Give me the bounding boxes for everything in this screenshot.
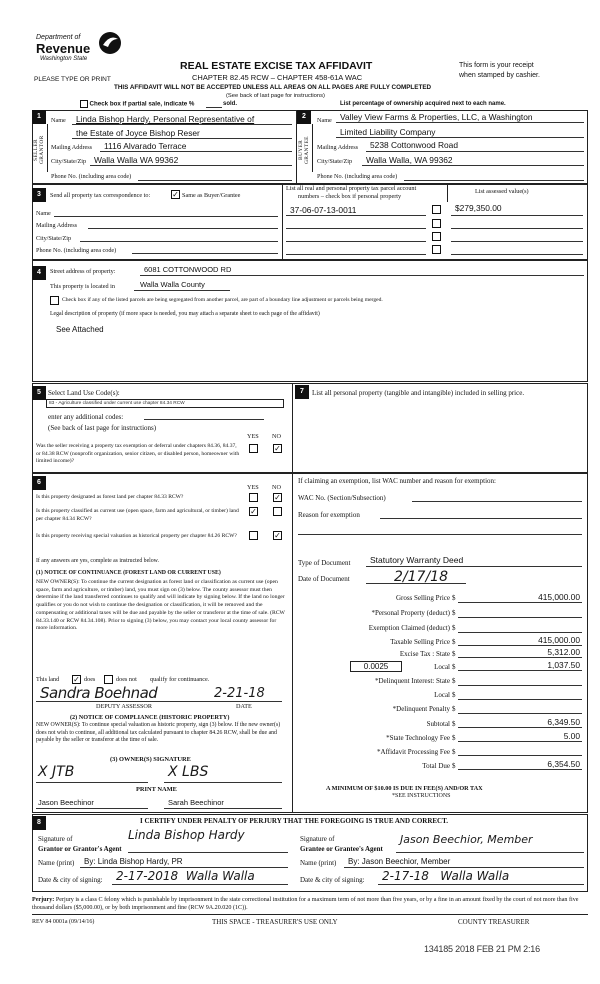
print-name-label: PRINT NAME — [136, 786, 177, 793]
list-personal-property: List all personal property (tangible and intangible) included in selling price. — [312, 389, 525, 397]
s3-mailing-label: Mailing Address — [36, 222, 78, 229]
buyer-phone-label: Phone No. (including area code) — [317, 173, 398, 180]
this-land-label: This land — [36, 676, 60, 683]
section-6-badge: 6 — [32, 476, 46, 490]
s3-city-line[interactable] — [80, 241, 278, 242]
grantee-date-city[interactable]: 2-17-18 Walla Walla — [382, 869, 510, 883]
parcel-header-2: numbers – check box if personal property — [298, 193, 402, 200]
assessor-date: 2-21-18 — [214, 686, 265, 701]
assessed-value[interactable]: $279,350.00 — [455, 203, 502, 213]
section-2-badge: 2 — [297, 110, 311, 124]
see-instructions-note: *SEE INSTRUCTIONS — [392, 793, 451, 799]
grantee-sig-label-1: Signature of — [300, 835, 335, 843]
notice1-title: (1) NOTICE OF CONTINUANCE (FOREST LAND OR CURRENT USE) — [36, 570, 221, 576]
certify-text: I CERTIFY UNDER PENALTY OF PERJURY THAT THE FOREGOING IS TRUE AND CORRECT. — [140, 817, 449, 825]
buyer-city-value[interactable]: Walla Walla, WA 99362 — [366, 155, 453, 165]
land-use-value: 83 - Agriculture classified under current use chapter 84.34 RCW — [49, 401, 185, 406]
assessed-line-4[interactable] — [451, 254, 583, 255]
receipt-note-2: when stamped by cashier. — [459, 72, 540, 79]
notice2-body: NEW OWNER(S): To continue special valuation as historic property, sign (3) below. If the new owner(s) does not wish to continue, all additional tax calculated pursuant to chapter 84.26 RCW, shall be due and payable by the seller or transferor at the time of sale. — [36, 722, 281, 744]
dor-swoosh-icon — [96, 30, 124, 56]
buyer-name2-line — [336, 137, 584, 138]
revenue-text: Revenue — [36, 41, 91, 56]
calc-line-delinq-local — [458, 699, 582, 700]
print-name-1[interactable]: Jason Beechinor — [38, 798, 94, 807]
calc-value-subtotal[interactable]: 6,349.50 — [547, 717, 580, 727]
seller-v-divider — [47, 124, 48, 172]
calc-line-gross — [458, 602, 582, 603]
receipt-note-1: This form is your receipt — [459, 62, 534, 69]
historic-yes-checkbox[interactable] — [249, 531, 258, 540]
owner-signature-1: X JTB — [38, 764, 75, 780]
seller-city-label: City/State/Zip — [51, 158, 87, 165]
street-line — [140, 275, 584, 276]
s6-no: NO — [272, 484, 281, 491]
owner-sig-title: (3) OWNER(S) SIGNATURE — [110, 756, 191, 763]
recording-stamp: 134185 2018 FEB 21 PM 2:16 — [424, 944, 540, 954]
reason-line-2[interactable] — [298, 534, 582, 535]
parcel-checkbox-3[interactable] — [432, 232, 441, 241]
grantee-date-line — [378, 884, 584, 885]
exemption-no-checkbox[interactable]: ✓ — [274, 444, 281, 453]
reason-line[interactable] — [380, 518, 582, 519]
print-line-1 — [36, 808, 148, 809]
owner-signature-2: X LBS — [168, 764, 209, 780]
print-name-2[interactable]: Sarah Beechinor — [168, 798, 224, 807]
assessed-header: List assessed value(s) — [475, 188, 529, 195]
legal-label: Legal description of property (if more space is needed, you may attach a separate sheet to each page of the affidavit) — [50, 311, 320, 317]
parcel-header-1: List all real and personal property tax parcel account — [286, 185, 417, 192]
form-warning: THIS AFFIDAVIT WILL NOT BE ACCEPTED UNLESS ALL AREAS ON ALL PAGES ARE FULLY COMPLETED — [114, 84, 432, 91]
notice1-body: NEW OWNER(S): To continue the current designation as forest land or classification as current use (open space, farm and agriculture, or timber) land, you must sign on (3) below. The county assessor must then determine if the land transferred continues to qualify and will indicate by signing below. If the land no longer qualifies or you do not wish to continue the designation or classification, it will be removed and the compensating or additional taxes will be due and payable by the seller or transferor at the time of sale. (RCW 84.33.140 or RCW 84.34.108). Prior to signing (3) below, you may contact your local county assessor for more information. — [36, 579, 285, 632]
seller-city-value[interactable]: Walla Walla WA 99362 — [94, 155, 179, 165]
same-as-buyer-checkbox[interactable]: ✓ — [172, 190, 179, 199]
qualify-label: qualify for continuance. — [150, 676, 210, 683]
calc-dollar-subtotal: $ — [452, 720, 456, 728]
grantor-sig-label-2: Grantor or Grantor's Agent — [38, 845, 122, 853]
section-4-badge: 4 — [32, 266, 46, 280]
s3-mailing-line[interactable] — [88, 228, 278, 229]
street-label: Street address of property: — [50, 268, 116, 275]
s6-yes: YES — [247, 484, 259, 491]
dor-logo — [36, 30, 126, 68]
if-yes-instruction: If any answers are yes, complete as instructed below. — [36, 558, 159, 564]
s5-see-back: (See back of last page for instructions) — [48, 424, 157, 432]
land-use-label: Select Land Use Code(s): — [48, 389, 120, 397]
calc-dollar-delinq-state: $ — [452, 677, 456, 685]
s3-city-label: City/State/Zip — [36, 235, 72, 242]
parcel-col-divider — [447, 184, 448, 202]
send-correspondence-label: Send all property tax correspondence to: — [50, 192, 151, 199]
calc-value-local[interactable]: 1,037.50 — [547, 660, 580, 670]
assessed-line-1 — [451, 215, 583, 216]
wac-line[interactable] — [412, 501, 582, 502]
calc-line-subtotal — [458, 727, 582, 728]
partial-sale-checkbox[interactable] — [80, 100, 88, 108]
calc-dollar-local: $ — [452, 663, 456, 671]
seller-name-1[interactable]: Linda Bishop Hardy, Personal Representative of — [76, 114, 255, 124]
calc-dollar-tech-fee: $ — [452, 734, 456, 742]
buyer-name-2[interactable]: Limited Liability Company — [340, 127, 436, 137]
section-4 — [32, 260, 588, 382]
partial-pct-blank[interactable] — [206, 107, 222, 108]
seller-phone-line[interactable] — [138, 180, 292, 181]
calc-label-state: Excise Tax : State — [399, 650, 450, 658]
calc-dollar-state: $ — [452, 650, 456, 658]
seller-phone-label: Phone No. (including area code) — [51, 173, 132, 180]
buyer-name-label: Name — [317, 117, 332, 124]
buyer-city-label: City/State/Zip — [317, 158, 353, 165]
grantor-sig-line — [128, 852, 288, 853]
see-back: (See back of last page for instructions) — [226, 93, 325, 99]
seller-name-label: Name — [51, 117, 66, 124]
assessed-line-3[interactable] — [451, 241, 583, 242]
calc-line-exemption — [458, 632, 582, 633]
calc-line-taxable — [458, 645, 582, 646]
calc-dollar-delinq-local: $ — [452, 691, 456, 699]
calc-label-gross: Gross Selling Price — [395, 594, 450, 602]
calc-value-tech-fee[interactable]: 5.00 — [563, 731, 580, 741]
current-use-yes-checkbox[interactable]: ✓ — [250, 507, 257, 516]
parcel-checkbox-4[interactable] — [432, 245, 441, 254]
calc-dollar-penalty: $ — [452, 705, 456, 713]
dept-of-text: Department of — [36, 34, 81, 41]
section-1-badge: 1 — [32, 110, 46, 124]
deputy-assessor-label: DEPUTY ASSESSOR — [96, 703, 152, 710]
calc-dollar-taxable: $ — [452, 638, 456, 646]
forest-no-checkbox[interactable]: ✓ — [274, 493, 281, 502]
exemption-question: Was the seller receiving a property tax exemption or deferral under chapters 84.36, 84.37, or 84.38 RCW (nonprofit organization, senior citizen, or disabled person, homeowner with limited income)? — [36, 443, 240, 464]
calc-label-total: Total Due — [422, 762, 450, 770]
partial-sale-label: Check box if partial sale, indicate % — [89, 100, 195, 108]
buyer-mailing-label: Mailing Address — [317, 144, 359, 151]
additional-codes-label: enter any additional codes: — [48, 413, 124, 421]
segregated-checkbox[interactable] — [50, 296, 59, 305]
s3-phone-label: Phone No. (including area code) — [36, 247, 117, 254]
assessor-signature: Sandra Boehnad — [40, 684, 158, 702]
grantor-name-print[interactable]: By: Linda Bishop Hardy, PR — [84, 857, 183, 866]
buyer-v-divider — [312, 124, 313, 172]
seller-name-2[interactable]: the Estate of Joyce Bishop Reser — [76, 128, 200, 138]
calc-dollar-exemption: $ — [452, 624, 456, 632]
grantee-date-label: Date & city of signing: — [300, 876, 365, 884]
parcel-line-3[interactable] — [286, 241, 426, 242]
date-doc-line — [366, 583, 466, 584]
calc-label-personal: *Personal Property (deduct) — [371, 609, 450, 617]
date-doc-value[interactable]: 2/17/18 — [394, 569, 448, 585]
exemption-yes-checkbox[interactable] — [249, 444, 258, 453]
section-3-badge: 3 — [32, 188, 46, 202]
seller-mailing-line — [100, 151, 292, 152]
land-use-select[interactable] — [46, 399, 284, 408]
grantee-sig-line — [396, 852, 584, 853]
buyer-mailing-value[interactable]: 5238 Cottonwood Road — [370, 140, 459, 150]
buyer-phone-line[interactable] — [404, 180, 584, 181]
located-value[interactable]: Walla Walla County — [140, 280, 205, 289]
section-5-badge: 5 — [32, 386, 46, 400]
grantor-name-label: Name (print) — [38, 859, 75, 867]
type-doc-line — [366, 566, 582, 567]
seller-mailing-value[interactable]: 1116 Alvarado Terrace — [104, 141, 187, 151]
partial-sale-row — [80, 100, 194, 108]
date-doc-label: Date of Document — [298, 575, 350, 583]
grantor-date-city[interactable]: 2-17-2018 Walla Walla — [116, 869, 255, 883]
s5-no: NO — [272, 433, 281, 440]
section-7-badge: 7 — [295, 385, 309, 399]
forest-question: Is this property designated as forest land per chapter 84.33 RCW? — [36, 494, 184, 500]
buyer-name-1[interactable]: Valley View Farms & Properties, LLC, a Washington — [340, 112, 533, 122]
calc-value-total[interactable]: 6,354.50 — [547, 759, 580, 769]
does-checkbox[interactable]: ✓ — [73, 675, 80, 684]
buyer-grantee-label: BUYER GRANTEE — [298, 136, 310, 164]
calc-dollar-gross: $ — [452, 594, 456, 602]
legal-value[interactable]: See Attached — [56, 325, 104, 334]
seller-grantor-label: SELLER GRANTOR — [33, 135, 45, 165]
same-as-buyer-label: Same as Buyer/Grantee — [182, 192, 241, 199]
calc-line-affidavit-fee — [458, 755, 582, 756]
notice2-title: (2) NOTICE OF COMPLIANCE (HISTORIC PROPERTY) — [70, 714, 230, 721]
s3-phone-line[interactable] — [132, 253, 278, 254]
parcel-checkbox-1[interactable] — [432, 205, 441, 214]
calc-label-tech-fee: *State Technology Fee — [386, 734, 450, 742]
owner-sig-line-1 — [36, 782, 148, 783]
calc-label-taxable: Taxable Selling Price — [390, 638, 450, 646]
parcel-line-2[interactable] — [286, 228, 426, 229]
grantee-name-print[interactable]: By: Jason Beechior, Member — [348, 857, 451, 866]
calc-line-penalty — [458, 713, 582, 714]
perjury-label: Perjury: — [32, 897, 55, 903]
seller-city-line — [90, 165, 292, 166]
calc-value-taxable[interactable]: 415,000.00 — [538, 635, 580, 645]
form-title: REAL ESTATE EXCISE TAX AFFIDAVIT — [180, 60, 373, 72]
segregated-label: Check box if any of the listed parcels are being segregated from another parcel, are part of a boundary line adjustment or parcels being merged. — [62, 297, 383, 303]
grantor-date-label: Date & city of signing: — [38, 876, 103, 884]
current-use-no-checkbox[interactable] — [273, 507, 282, 516]
historic-question: Is this property receiving special valuation as historical property per chapter 84.26 RCW? — [36, 533, 237, 539]
calc-line-local — [458, 670, 582, 671]
treasurer-space: THIS SPACE - TREASURER'S USE ONLY — [212, 918, 338, 926]
calc-dollar-affidavit-fee: $ — [452, 748, 456, 756]
sold-text: sold. — [223, 101, 238, 107]
s3-name-label: Name — [36, 210, 51, 217]
type-doc-label: Type of Document — [298, 559, 351, 567]
s3-name-line[interactable] — [54, 216, 278, 217]
minimum-due-note: A MINIMUM OF $10.00 IS DUE IN FEE(S) AND/OR TAX — [326, 785, 483, 792]
historic-no-checkbox[interactable]: ✓ — [274, 531, 281, 540]
print-line-2 — [164, 808, 282, 809]
does-label: does — [84, 676, 96, 683]
street-value[interactable]: 6081 COTTONWOOD RD — [144, 265, 232, 274]
form-chapter: CHAPTER 82.45 RCW – CHAPTER 458-61A WAC — [192, 73, 363, 82]
grantor-sig-label-1: Signature of — [38, 835, 73, 843]
calc-label-delinq-local: Local — [434, 691, 450, 699]
calc-label-affidavit-fee: *Affidavit Processing Fee — [377, 748, 450, 756]
assessor-sig-line — [36, 701, 282, 702]
local-rate-value: 0.0025 — [363, 662, 389, 671]
footer-divider — [32, 914, 588, 915]
ownership-pct: List percentage of ownership acquired next to each name. — [340, 101, 506, 107]
buyer-name-line — [336, 122, 584, 123]
grantor-name-line — [80, 867, 288, 868]
calc-value-state[interactable]: 5,312.00 — [547, 647, 580, 657]
buyer-mailing-line — [366, 151, 584, 152]
calc-value-gross[interactable]: 415,000.00 — [538, 592, 580, 602]
current-use-question: Is this property classified as current use (open space, farm and agricultural, or timber) land per chapter 84.34 RCW? — [36, 508, 239, 522]
grantor-signature: Linda Bishop Hardy — [128, 828, 245, 842]
parcel-line-4[interactable] — [286, 254, 426, 255]
parcel-number[interactable]: 37-06-07-13-0011 — [290, 205, 357, 215]
calc-line-state — [458, 657, 582, 658]
grantee-name-line — [344, 867, 584, 868]
section-8-badge: 8 — [32, 816, 46, 830]
seller-name2-line — [72, 138, 292, 139]
parcel-line-1 — [286, 215, 426, 216]
s5-yes: YES — [247, 433, 259, 440]
additional-codes-line[interactable] — [144, 419, 264, 420]
grantee-name-label: Name (print) — [300, 859, 337, 867]
county-treasurer: COUNTY TREASURER — [458, 918, 530, 926]
owner-sig-line-2 — [164, 782, 282, 783]
section-3-divider — [282, 184, 283, 260]
calc-line-personal — [458, 617, 582, 618]
located-label: This property is located in — [50, 283, 115, 290]
assessed-line-2[interactable] — [451, 228, 583, 229]
grantee-signature: Jason Beechior, Member — [400, 833, 533, 846]
washington-state-text: Washington State — [40, 56, 88, 62]
local-rate-box[interactable] — [350, 661, 402, 672]
seller-name-line — [72, 124, 292, 125]
claiming-exemption: If claiming an exemption, list WAC number and reason for exemption: — [298, 477, 496, 485]
calc-label-subtotal: Subtotal — [426, 720, 450, 728]
calc-dollar-total: $ — [452, 762, 456, 770]
assessor-date-label: DATE — [236, 703, 252, 710]
perjury-notice — [32, 896, 588, 912]
calc-dollar-personal: $ — [452, 609, 456, 617]
calc-label-exemption: Exemption Claimed (deduct) — [368, 624, 450, 632]
perjury-text: Perjury is a class C felony which is punishable by imprisonment in the state correctional institution for a maximum term of not more than five years, or by a fine in an amount fixed by the court of not more than five thousand dollars ($5,000.00), or by both imprisonment and fine (RCW 9A.20.020 (1C)). — [32, 897, 579, 911]
calc-label-penalty: *Delinquent Penalty — [392, 705, 450, 713]
does-not-checkbox[interactable] — [104, 675, 113, 684]
calc-line-delinq-state — [458, 685, 582, 686]
reason-label: Reason for exemption — [298, 511, 360, 519]
located-line — [134, 290, 230, 291]
grantor-date-line — [112, 884, 288, 885]
type-doc-value[interactable]: Statutory Warranty Deed — [370, 555, 464, 565]
does-not-label: does not — [116, 676, 137, 683]
calc-line-total — [458, 769, 582, 770]
seller-mailing-label: Mailing Address — [51, 144, 93, 151]
calc-label-local: Local — [434, 663, 450, 671]
grantee-sig-label-2: Grantee or Grantee's Agent — [300, 845, 383, 853]
forest-yes-checkbox[interactable] — [249, 493, 258, 502]
rev-number: REV 84 0001a (09/14/16) — [32, 919, 95, 925]
buyer-city-line — [362, 165, 584, 166]
calc-line-tech-fee — [458, 741, 582, 742]
please-type: PLEASE TYPE OR PRINT — [34, 76, 111, 83]
calc-label-delinq-state: *Delinquent Interest: State — [374, 677, 450, 685]
parcel-checkbox-2[interactable] — [432, 219, 441, 228]
wac-label: WAC No. (Section/Subsection) — [298, 494, 386, 502]
